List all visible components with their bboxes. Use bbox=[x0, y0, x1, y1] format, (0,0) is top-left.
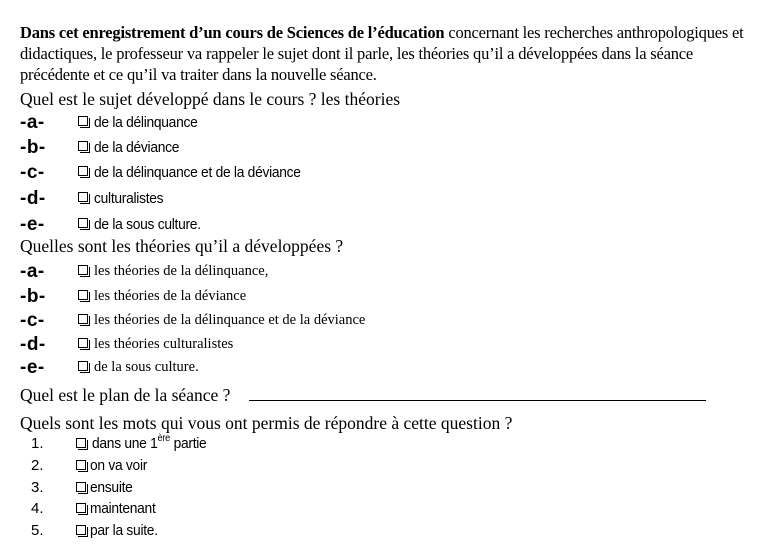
option-label: les théories culturalistes bbox=[94, 336, 234, 352]
checkbox-icon[interactable] bbox=[78, 265, 88, 275]
option-label: les théories de la déviance bbox=[94, 288, 247, 304]
q4-item-1[interactable] bbox=[20, 433, 420, 455]
item-label: maintenant bbox=[90, 500, 156, 517]
item-number: 5. bbox=[31, 522, 44, 539]
checkbox-icon[interactable] bbox=[78, 314, 88, 324]
q2-option-c[interactable] bbox=[20, 308, 740, 333]
option-letter: -c- bbox=[20, 310, 45, 331]
item-label: on va voir bbox=[90, 457, 148, 474]
checkbox-icon[interactable] bbox=[78, 116, 88, 126]
intro-text: concernant les recherches anthropologiques et didactiques, le professeur va rappeler le sujet dont il parle, les théories qu’il a développées dans la séance précédente et ce qu’il va traiter dans la nouvelle séance. bbox=[20, 23, 744, 84]
checkbox-icon[interactable] bbox=[76, 482, 86, 492]
checkbox-icon[interactable] bbox=[78, 290, 88, 300]
item-number: 3. bbox=[31, 479, 44, 496]
q1-option-c[interactable] bbox=[20, 160, 740, 185]
q1-option-a[interactable] bbox=[20, 110, 740, 135]
checkbox-icon[interactable] bbox=[78, 361, 88, 371]
option-letter: -e- bbox=[20, 357, 45, 378]
q2-option-e[interactable] bbox=[20, 355, 740, 380]
q1-option-d[interactable] bbox=[20, 186, 740, 211]
q4-item-5[interactable] bbox=[20, 520, 420, 542]
question-3: Quel est le plan de la séance ? bbox=[20, 385, 231, 405]
checkbox-icon[interactable] bbox=[78, 218, 88, 228]
item-number: 2. bbox=[31, 457, 44, 474]
option-letter: -b- bbox=[20, 137, 46, 158]
option-label: de la sous culture. bbox=[94, 359, 199, 375]
item-label: par la suite. bbox=[90, 522, 158, 539]
option-label: culturalistes bbox=[94, 190, 164, 207]
q2-option-d[interactable] bbox=[20, 332, 740, 357]
q1-option-e[interactable] bbox=[20, 212, 740, 237]
question-2: Quelles sont les théories qu’il a développées ? bbox=[20, 236, 344, 256]
intro-bold: Dans cet enregistrement d’un cours de Sciences de l’éducation bbox=[20, 23, 445, 42]
checkbox-icon[interactable] bbox=[76, 460, 86, 470]
q2-option-b[interactable] bbox=[20, 284, 740, 309]
q2-option-a[interactable] bbox=[20, 259, 740, 284]
option-letter: -b- bbox=[20, 286, 46, 307]
option-letter: -a- bbox=[20, 112, 45, 133]
option-letter: -e- bbox=[20, 214, 45, 235]
option-letter: -c- bbox=[20, 162, 45, 183]
checkbox-icon[interactable] bbox=[76, 503, 86, 513]
item-number: 1. bbox=[31, 435, 44, 452]
checkbox-icon[interactable] bbox=[78, 338, 88, 348]
superscript: ère bbox=[157, 433, 171, 444]
answer-line-field[interactable] bbox=[249, 400, 706, 401]
option-letter: -d- bbox=[20, 188, 46, 209]
q4-item-2[interactable] bbox=[20, 455, 420, 477]
question-1: Quel est le sujet développé dans le cours ? les théories bbox=[20, 89, 401, 109]
checkbox-icon[interactable] bbox=[78, 166, 88, 176]
checkbox-icon[interactable] bbox=[78, 141, 88, 151]
question-4: Quels sont les mots qui vous ont permis de répondre à cette question ? bbox=[20, 413, 513, 433]
checkbox-icon[interactable] bbox=[76, 525, 86, 535]
intro-paragraph bbox=[20, 22, 745, 85]
option-label: de la sous culture. bbox=[94, 216, 201, 233]
checkbox-icon[interactable] bbox=[78, 192, 88, 202]
option-label: de la déviance bbox=[94, 139, 180, 156]
item-label: ensuite bbox=[90, 479, 133, 496]
q1-option-b[interactable] bbox=[20, 135, 740, 160]
option-label: de la délinquance et de la déviance bbox=[94, 164, 301, 181]
option-label: les théories de la délinquance et de la déviance bbox=[94, 312, 366, 328]
item-label: dans une 1ère partie bbox=[92, 433, 207, 452]
q4-item-3[interactable] bbox=[20, 477, 420, 499]
option-letter: -a- bbox=[20, 261, 45, 282]
option-label: les théories de la délinquance, bbox=[94, 263, 269, 279]
option-letter: -d- bbox=[20, 334, 46, 355]
item-number: 4. bbox=[31, 500, 44, 517]
checkbox-icon[interactable] bbox=[76, 438, 86, 448]
option-label: de la délinquance bbox=[94, 114, 198, 131]
q4-item-4[interactable] bbox=[20, 498, 420, 520]
